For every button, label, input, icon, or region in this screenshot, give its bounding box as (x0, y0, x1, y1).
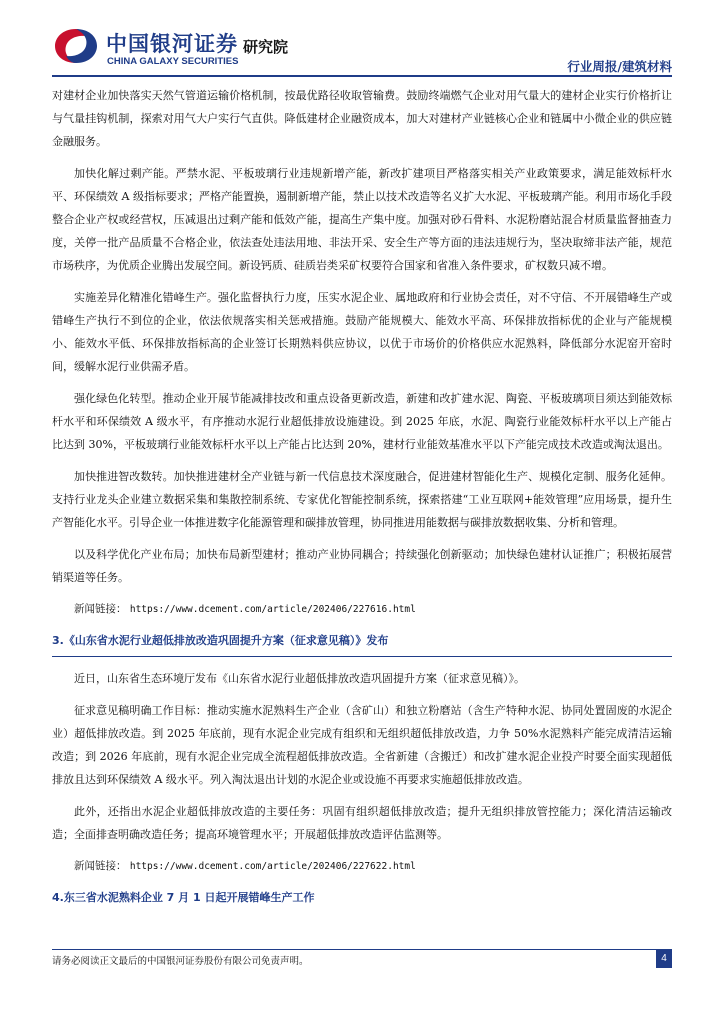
body-paragraph: 加快化解过剩产能。严禁水泥、平板玻璃行业违规新增产能，新改扩建项目严格落实相关产业政策要求，满足能效标杆水平、环保绩效 A 级指标要求；严格产能置换，遏制新增产能，禁止以技术改造等名义扩大水泥、平板玻璃产能。利用市场化手段整合企业产权或经营权，压减退出过剩产能和低效产能，提高生产集中度。加强对砂石骨料、水泥粉磨站混合材质量监督抽查力度，关停一批产品质量不合格企业，依法查处违法用地、非法开采、安全生产等方面的违法违规行为，坚决取缔非法产能，规范市场秩序，为优质企业腾出发展空间。新设钙质、硅质岩类采矿权要符合国家和省准入条件要求，矿权数只减不增。 (52, 167, 672, 272)
section-title: 4.东三省水泥熟料企业 7 月 1 日起开展错峰生产工作 (52, 891, 315, 904)
news-link-label: 新闻链接： (74, 603, 127, 615)
news-link-label: 新闻链接： (74, 860, 127, 872)
section-spacer (52, 657, 672, 667)
body-paragraph: 对建材企业加快落实天然气管道运输价格机制，按最优路径收取管输费。鼓励终端燃气企业对用气量大的建材企业实行价格折让与气量挂钩机制，探索对用气大户实行气直供。降低建材企业融资成本，加大对建材产业链核心企业和链属中小微企业的供应链金融服务。 (52, 89, 672, 148)
logo-english-name: CHINA GALAXY SECURITIES (107, 56, 239, 67)
page-number: 4 (656, 950, 672, 968)
news-link-line (52, 855, 672, 878)
body-paragraph: 此外，还指出水泥企业超低排放改造的主要任务：巩固有组织超低排放改造；提升无组织排放管控能力；深化清洁运输改造；全面排查明确改造任务；提高环境管理水平；开展超低排放改造评估监测等。 (52, 805, 672, 841)
news-link-line (52, 598, 672, 621)
footer-disclaimer: 请务必阅读正文最后的中国银河证券股份有限公司免责声明。 (52, 956, 309, 967)
body-paragraph: 以及科学优化产业布局；加快布局新型建材；推动产业协同耦合；持续强化创新驱动；加快绿色建材认证推广；积极拓展营销渠道等任务。 (52, 548, 672, 584)
footer-divider (52, 949, 672, 950)
body-paragraph: 加快推进智改数转。加快推进建材全产业链与新一代信息技术深度融合，促进建材智能化生产、规模化定制、服务化延伸。支持行业龙头企业建立数据采集和集散控制系统、专家优化智能控制系统，探索搭建“工业互联网+能效管理”应用场景，提升生产智能化水平。引导企业一体推进数字化能源管理和碳排放管理，协同推进用能数据与碳排放数据收集、分析和管理。 (52, 470, 672, 529)
news-link[interactable]: https://www.dcement.com/article/202406/227622.html (129, 861, 416, 872)
galaxy-swirl-icon (52, 26, 100, 66)
header-divider (52, 75, 672, 77)
institute-label: 研究院 (243, 38, 289, 56)
news-link[interactable]: https://www.dcement.com/article/202406/227616.html (129, 604, 416, 615)
body-paragraph: 实施差异化精准化错峰生产。强化监督执行力度，压实水泥企业、属地政府和行业协会责任，对不守信、不开展错峰生产或错峰生产执行不到位的企业，依法依规落实相关惩戒措施。鼓励产能规模大、能效水平高、环保排放指标优的企业与产能规模小、能效水平低、环保排放指标高的企业签订长期熟料供应协议，以优于市场价的价格供应水泥熟料，降低部分水泥窑开窑时间，缓解水泥行业供需矛盾。 (52, 291, 672, 373)
logo-chinese-name: 中国银河证券 (106, 32, 238, 56)
body-paragraph: 近日，山东省生态环境厅发布《山东省水泥行业超低排放改造巩固提升方案（征求意见稿）》。 (74, 672, 525, 685)
body-paragraph: 强化绿色化转型。推动企业开展节能减排技改和重点设备更新改造，新建和改扩建水泥、陶瓷、平板玻璃项目须达到能效标杆水平和环保绩效 A 级水平，有序推动水泥行业超低排放设施建设。到 2025 年底，水泥、陶瓷行业能效标杆水平以上产能占比达到 30%，平板玻璃行业能效标杆水平以上产能占比达到 20%，建材行业能效基准水平以下产能完成技术改造或淘汰退出。 (52, 392, 672, 451)
body-paragraph: 征求意见稿明确工作目标：推动实施水泥熟料生产企业（含矿山）和独立粉磨站（含生产特种水泥、协同处置固废的水泥企业）超低排放改造。到 2025 年底前，现有水泥企业完成有组织和无组织超低排放改造，力争 50%水泥熟料产能完成清洁运输改造；到 2026 年底前，现有水泥企业完成全流程超低排放改造。全省新建（含搬迁）和改扩建水泥企业投产时要全面实现超低排放且达到环保绩效 A 级水平。列入淘汰退出计划的水泥企业或设施不再要求实施超低排放改造。 (52, 704, 672, 786)
section-title: 3.《山东省水泥行业超低排放改造巩固提升方案（征求意见稿）》发布 (52, 630, 672, 657)
page-body (52, 84, 672, 913)
page-header (0, 0, 724, 78)
report-type: 行业周报/建筑材料 (567, 59, 672, 74)
